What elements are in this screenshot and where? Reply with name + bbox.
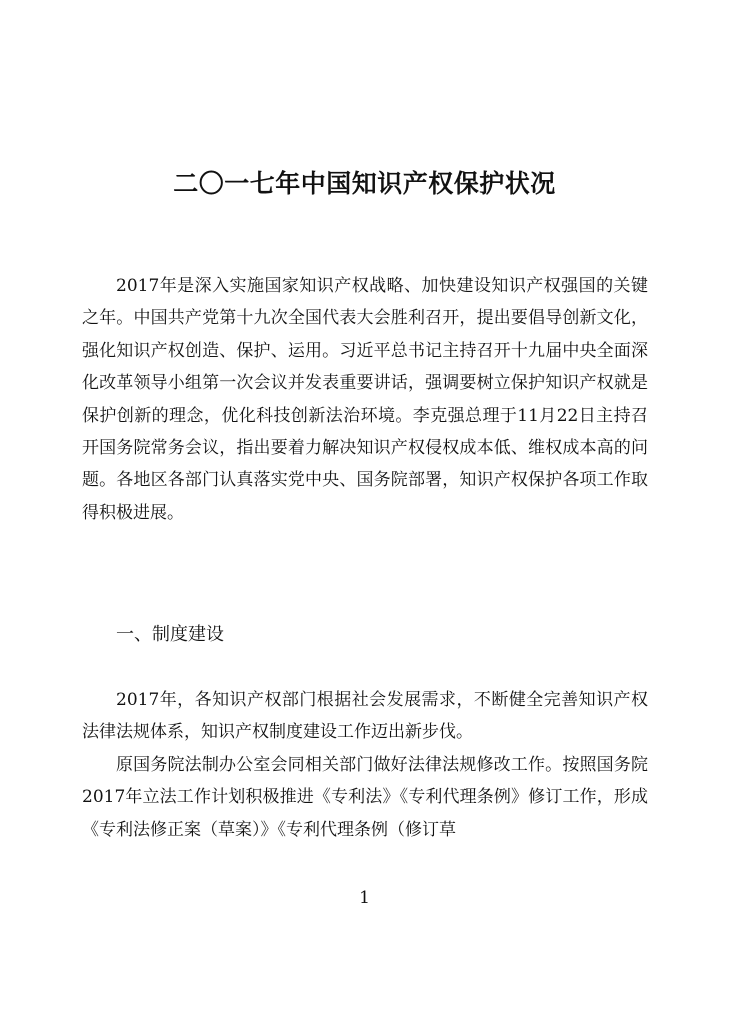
section-paragraph: 原国务院法制办公室会同相关部门做好法律法规修改工作。按照国务院2017年立法工作计划积极推进《专利法》《专利代理条例》修订工作，形成《专利法修正案（草案）》《专利代理条例（修订草 [82, 755, 648, 840]
document-title: 二〇一七年中国知识产权保护状况 [173, 169, 556, 198]
section-heading: 一、制度建设 [116, 624, 224, 645]
page-number: 1 [359, 888, 370, 908]
intro-paragraph: 2017年是深入实施国家知识产权战略、加快建设知识产权强国的关键之年。中国共产党第十九次全国代表大会胜利召开，提出要倡导创新文化，强化知识产权创造、保护、运用。习近平总书记主持召开十九届中央全面深化改革领导小组第一次会议并发表重要讲话，强调要树立保护知识产权就是保护创新的理念，优化科技创新法治环境。李克强总理于11月22日主持召开国务院常务会议，指出要着力解决知识产权侵权成本低、维权成本高的问题。各地区各部门认真落实党中央、国务院部署，知识产权保护各项工作取得积极进展。 [82, 276, 648, 523]
section-paragraph: 2017年，各知识产权部门根据社会发展需求，不断健全完善知识产权法律法规体系，知识产权制度建设工作迈出新步伐。 [82, 690, 648, 743]
